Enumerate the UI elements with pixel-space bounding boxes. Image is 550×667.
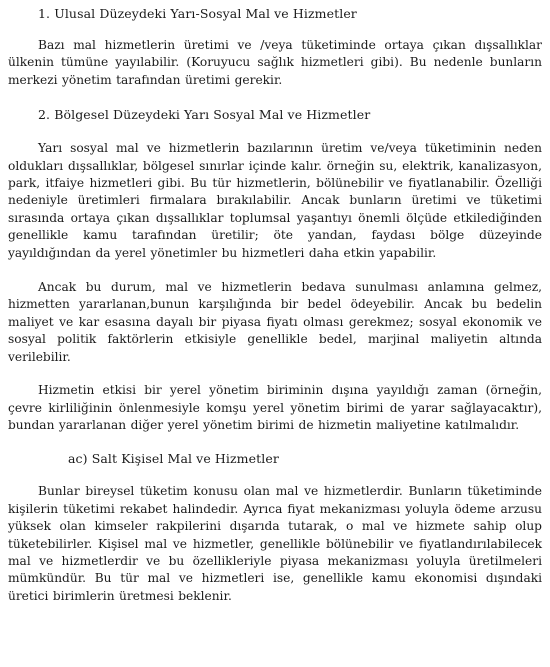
paragraph-regional-2: Ancak bu durum, mal ve hizmetlerin bedava sunulması anlamına gelmez, hizmetten yararlanan,bunun karşılığında bir bedel ödeyebilir. Ancak bu bedelin maliyet ve kar esasına dayalı bir piyasa fiyatı olması gerekmez; sosyal ekonomik ve sosyal politik faktörlerin etkisiyle genellikle bedel, marjinal maliyetin altında verilebilir.: [8, 280, 542, 364]
section-heading-regional: 2. Bölgesel Düzeydeki Yarı Sosyal Mal ve Hizmetler: [38, 107, 371, 123]
paragraph-regional-3: Hizmetin etkisi bir yerel yönetim biriminin dışına yayıldığı zaman (örneğin, çevre kirliliğinin önlenmesiyle komşu yerel yönetim birimi de yarar sağlayacaktır), bundan yararlanan diğer yerel yönetim birimi de hizmetin maliyetine katılmalıdır.: [8, 383, 542, 432]
section-heading-national: 1. Ulusal Düzeydeki Yarı-Sosyal Mal ve Hizmetler: [38, 6, 357, 21]
paragraph-regional-1: Yarı sosyal mal ve hizmetlerin bazılarının üretim ve/veya tüketiminin neden oldukları dışsallıklar, bölgesel sınırlar içinde kalır. örneğin su, elektrik, kanalizasyon, park, itfaiye hizmetleri gibi. Bu tür hizmetlerin, bölünebilir ve fiyatlanabilir. Özelliği nedeniyle üretimleri firmalara bırakılabilir. Ancak bunların üretimi ve tüketimi sırasında ortaya çıkan dışsallıklar toplumsal yaşantıyı önemli ölçüde etkilediğinden genellikle kamu tarafından üretilir; öte yandan, faydası bölge düzeyinde yayıldığından da yerel yönetimler bu hizmetleri daha etkin yapabilir.: [8, 141, 542, 260]
section-heading-personal: ac) Salt Kişisel Mal ve Hizmetler: [68, 451, 279, 467]
paragraph-national: Bazı mal hizmetlerin üretimi ve /veya tüketiminde ortaya çıkan dışsallıklar ülkenin tümüne yayılabilir. (Koruyucu sağlık hizmetleri gibi). Bu nedenle bunların merkezi yönetim tarafından üretimi gerekir.: [8, 38, 542, 87]
paragraph-personal: Bunlar bireysel tüketim konusu olan mal ve hizmetlerdir. Bunların tüketiminde kişilerin tüketimi rekabet halindedir. Ayrıca fiyat mekanizması yoluyla ödeme arzusu yüksek olan kimseler rakpilerini dışarıda tutarak, o mal ve hizmete sahip olup tüketebilirler. Kişisel mal ve hizmetler, genellikle bölünebilir ve fiyatlandırılabilecek mal ve hizmetlerdir ve bu özellikleriyle piyasa mekanizması yoluyla üretilmeleri mümkündür. Bu tür mal ve hizmetleri ise, genellikle kamu ekonomisi dışındaki üretici birimlerin üretmesi beklenir.: [8, 484, 542, 603]
